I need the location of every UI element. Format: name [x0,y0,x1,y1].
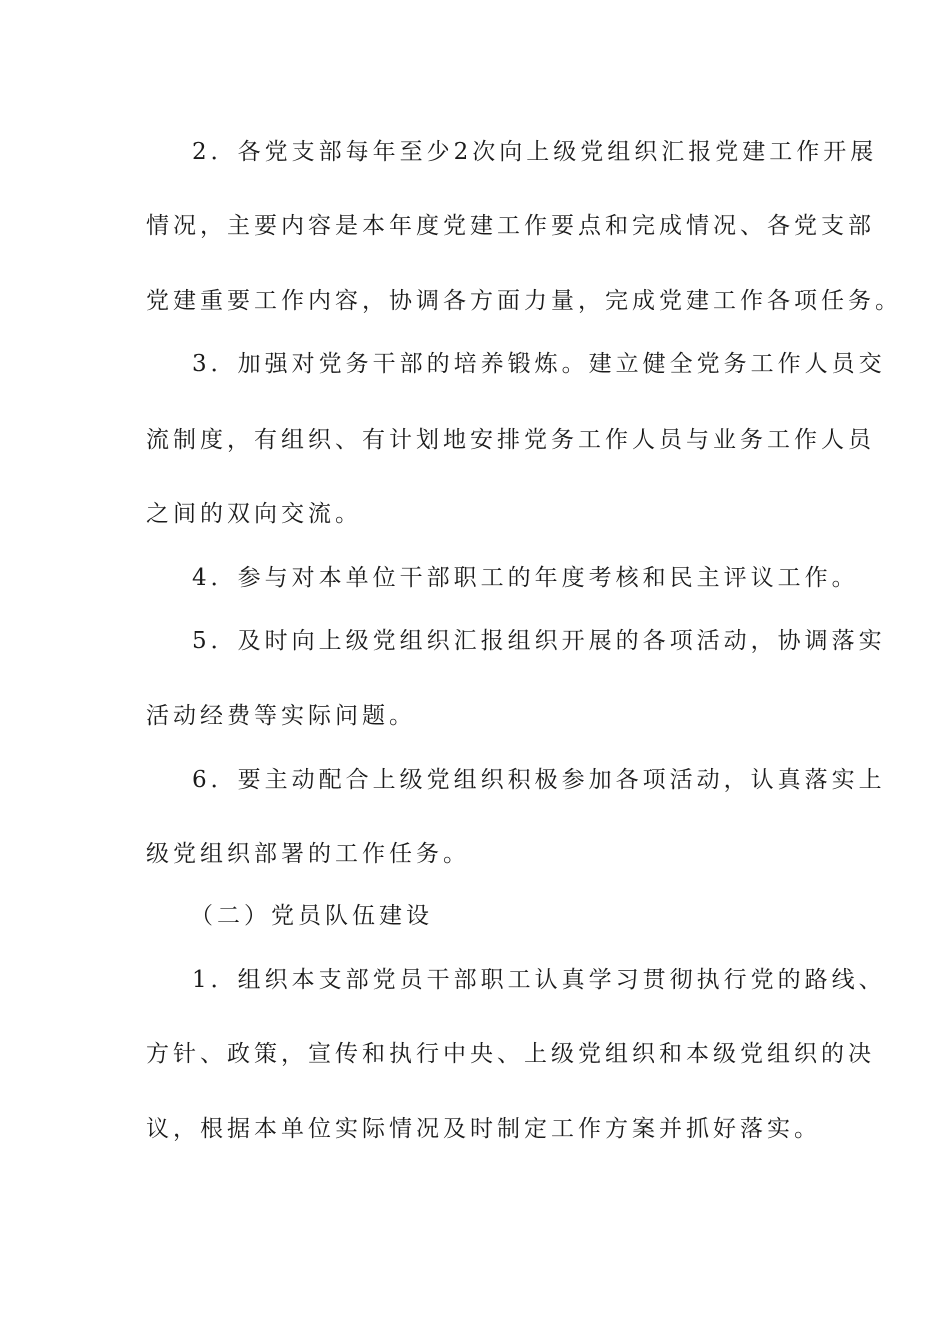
paragraph-line: 之间的双向交流。 [146,501,362,527]
paragraph-line: 活动经费等实际问题。 [146,703,416,729]
paragraph-line: 3．加强对党务干部的培养锻炼。建立健全党务工作人员交 [192,351,886,377]
paragraph-line: 4．参与对本单位干部职工的年度考核和民主评议工作。 [192,565,859,591]
paragraph-line: 党建重要工作内容，协调各方面力量，完成党建工作各项任务。 [146,288,902,314]
paragraph-line: 1．组织本支部党员干部职工认真学习贯彻执行党的路线、 [192,967,886,993]
paragraph-line: 2．各党支部每年至少2次向上级党组织汇报党建工作开展 [192,139,878,165]
paragraph-line: 流制度，有组织、有计划地安排党务工作人员与业务工作人员 [146,427,875,453]
paragraph-line: 情况，主要内容是本年度党建工作要点和完成情况、各党支部 [146,213,875,239]
paragraph-line: 6．要主动配合上级党组织积极参加各项活动，认真落实上 [192,767,886,793]
paragraph-line: 方针、政策，宣传和执行中央、上级党组织和本级党组织的决 [146,1041,875,1067]
paragraph-line: 议，根据本单位实际情况及时制定工作方案并抓好落实。 [146,1116,821,1142]
section-heading: （二）党员队伍建设 [190,903,433,929]
paragraph-line: 5．及时向上级党组织汇报组织开展的各项活动，协调落实 [192,628,886,654]
paragraph-line: 级党组织部署的工作任务。 [146,841,470,867]
